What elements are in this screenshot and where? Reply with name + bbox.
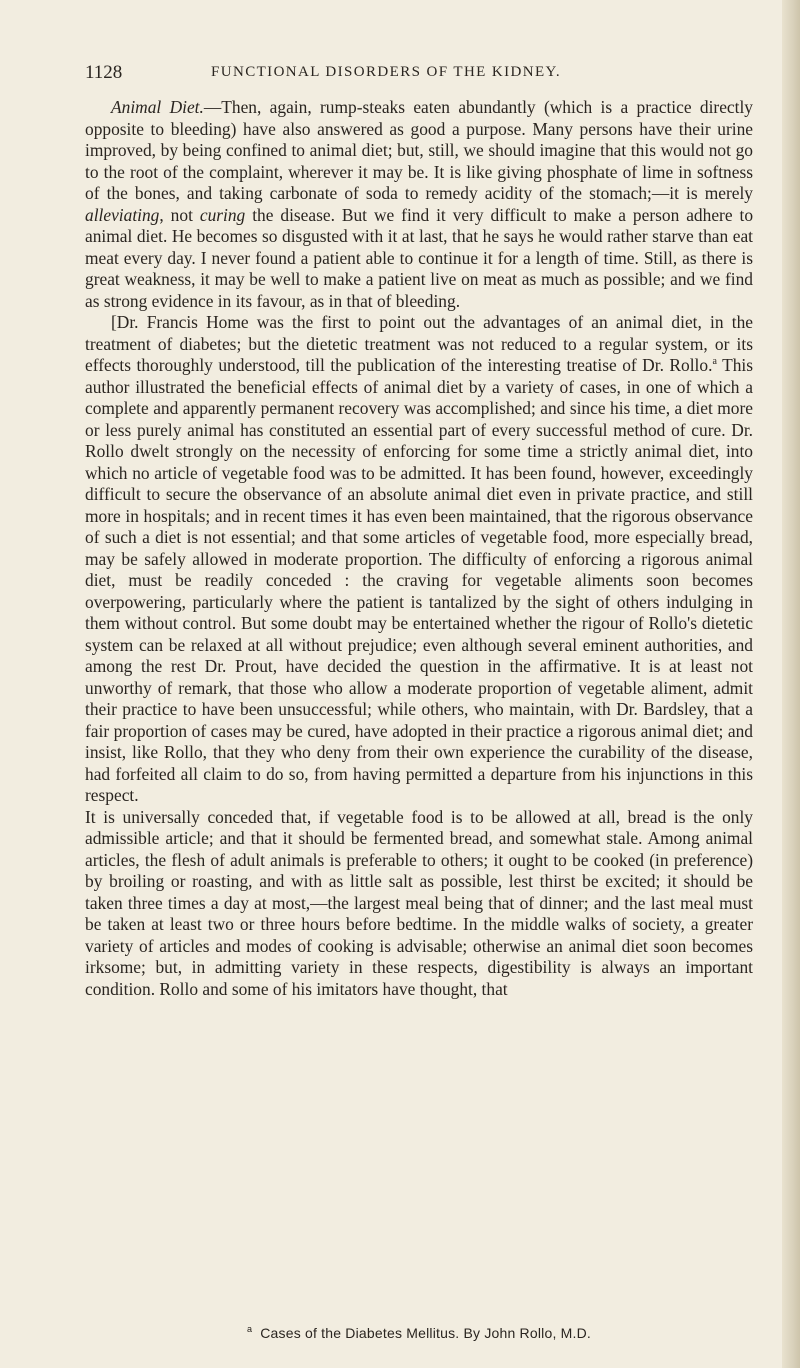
footnote	[85, 1325, 753, 1341]
footnote-text: Cases of the Diabetes Mellitus. By John Rollo, M.D.	[260, 1325, 591, 1341]
body-text	[85, 97, 753, 1000]
running-title: FUNCTIONAL DISORDERS OF THE KIDNEY.	[211, 64, 561, 80]
paragraph-rollo	[85, 312, 753, 807]
paragraph-3-text: It is universally conceded that, if vegetable food is to be allowed at all, bread is the only admissible article; and that it should be fermented bread, and somewhat stale. Among animal articles, the flesh of adult animals is preferable to others; it ought to be cooked (in preference) by broiling or roasting, and with as little salt as possible, lest thirst be excited; it should be taken three times a day at most,—the largest meal being that of dinner; and the last meal must be taken at least two or three hours before bedtime. In the middle walks of society, a greater variety of articles and modes of cooking is advisable; otherwise an animal diet soon becomes irksome; but, in admitting variety in these respects, digestibility is always an important condition. Rollo and some of his imitators have thought, that	[85, 806, 753, 999]
paragraph-animal-diet	[85, 97, 753, 312]
paragraph-1-text-a: —Then, again, rump-steaks eaten abundantly (which is a practice directly opposite to bleeding) have also answered as good a purpose. Many persons have their urine improved, by being confined to animal diet; but, still, we should imagine that this would not go to the root of the complaint, wherever it may be. It is like giving phosphate of lime in softness of the bones, and taking carbonate of soda to remedy acidity of the stomach;—it is merely	[85, 97, 754, 203]
paragraph-1-text-b: , not	[159, 204, 200, 225]
paragraph-2-text-b: This author illustrated the beneficial effects of animal diet by a variety of cases, in one of which a complete and apparently permanent recovery was accomplished; and since his time, a diet more or less purely animal has constituted an essential part of every successful method of cure. Dr. Rollo dwelt strongly on the necessity of enforcing for some time a strictly animal diet, into which no article of vegetable food was to be admitted. It has been found, however, exceedingly difficult to secure the observance of an absolute animal diet even in private practice, and still more in hospitals; and in recent times it has even been maintained, that the rigorous observance of such a diet is not essential; and that some articles of vegetable food, more especially bread, may be safely allowed in moderate proportion. The difficulty of enforcing a rigorous animal diet, must be readily conceded : the craving for vegetable aliments soon becomes overpowering, particularly where the patient is tantalized by the sight of others indulging in them without control. But some doubt may be entertained whether the rigour of Rollo's dietetic system can be relaxed at all without prejudice; even although several eminent authorities, and among the rest Dr. Prout, have decided the question in the affirmative. It is at least not unworthy of remark, that those who allow a moderate proportion of vegetable aliment, admit their practice to have been unsuccessful; while others, who maintain, with Dr. Bardsley, that a fair proportion of cases may be cured, have adopted in their practice a rigorous animal diet; and insist, like Rollo, that they who deny from their own experience the curability of the disease, had forfeited all claim to do so, from having permitted a departure from his injunctions in this respect.	[85, 355, 753, 805]
page-header	[85, 62, 755, 84]
footnote-mark: a	[247, 1324, 253, 1335]
emphasis-curing: curing	[199, 204, 246, 225]
section-heading-animal-diet: Animal Diet.	[111, 97, 204, 117]
emphasis-alleviating: alleviating	[85, 204, 160, 225]
page-number: 1128	[85, 62, 123, 83]
page-edge-shadow	[782, 0, 800, 1368]
paragraph-2-text-a: [Dr. Francis Home was the first to point out the advantages of an animal diet, in the treatment of diabetes; but the dietetic treatment was not reduced to a regular system, or its effects thoroughly understood, till the publication of the interesting treatise of Dr. Rollo.	[85, 312, 753, 375]
footnote-reference: a	[712, 356, 717, 368]
paragraph-1-text-c: the disease. But we find it very difficult to make a person adhere to animal diet. He becomes so disgusted with it at last, that he says he would rather starve than eat meat every day. I never found a patient able to continue it for a length of time. Still, as there is great weakness, it may be well to make a patient live on meat as much as possible; and we find as strong evidence in its favour, as in that of bleeding.	[85, 204, 754, 311]
paragraph-vegetable-food	[85, 807, 753, 1001]
